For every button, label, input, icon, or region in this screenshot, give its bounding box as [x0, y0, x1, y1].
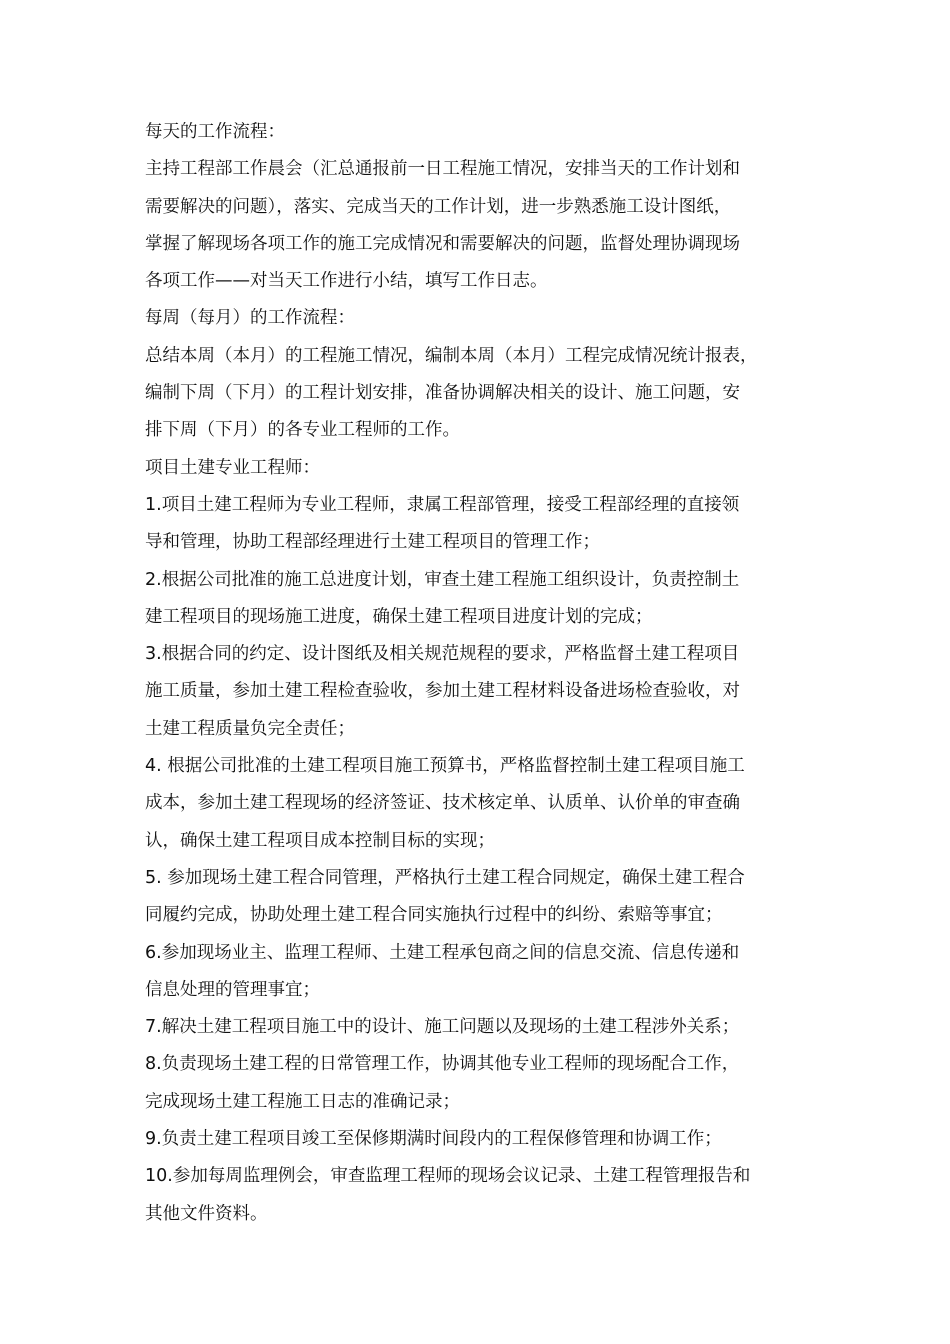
section-heading-daily: 每天的工作流程：	[145, 122, 285, 142]
list-item-9: 9.负责土建工程项目竣工至保修期满时间段内的工程保修管理和协调工作；	[145, 1129, 722, 1150]
list-item-10: 10.参加每周监理例会，审查监理工程师的现场会议记录、土建工程管理报告和	[145, 1166, 751, 1187]
text-line: 土建工程质量负完全责任；	[145, 718, 355, 739]
text-line: 编制下周（下月）的工程计划安排，准备协调解决相关的设计、施工问题，安	[145, 383, 740, 404]
text-line: 总结本周（本月）的工程施工情况，编制本周（本月）工程完成情况统计报表，	[145, 345, 758, 366]
text-line: 同履约完成，协助处理土建工程合同实施执行过程中的纠纷、索赔等事宜；	[145, 905, 723, 926]
text-line: 认，确保土建工程项目成本控制目标的实现；	[145, 830, 495, 851]
document-body	[145, 114, 810, 1233]
text-line: 需要解决的问题），落实、完成当天的工作计划，进一步熟悉施工设计图纸，	[145, 196, 732, 217]
list-item-4: 4. 根据公司批准的土建工程项目施工预算书，严格监督控制土建工程项目施工	[145, 756, 745, 777]
section-heading-civil-engineer: 项目土建专业工程师：	[145, 457, 320, 478]
text-line: 完成现场土建工程施工日志的准确记录；	[145, 1091, 460, 1112]
list-item-1: 1.项目土建工程师为专业工程师，隶属工程部管理，接受工程部经理的直接领	[145, 494, 740, 515]
text-line: 各项工作——对当天工作进行小结，填写工作日志。	[145, 271, 548, 292]
list-item-3: 3.根据合同的约定、设计图纸及相关规范规程的要求，严格监督土建工程项目	[145, 644, 740, 665]
text-line: 主持工程部工作晨会（汇总通报前一日工程施工情况，安排当天的工作计划和	[145, 159, 740, 180]
section-heading-weekly: 每周（每月）的工作流程：	[145, 308, 355, 329]
text-line: 掌握了解现场各项工作的施工完成情况和需要解决的问题，监督处理协调现场	[145, 233, 740, 254]
text-line: 导和管理，协助工程部经理进行土建工程项目的管理工作；	[145, 532, 600, 553]
list-item-6: 6.参加现场业主、监理工程师、土建工程承包商之间的信息交流、信息传递和	[145, 942, 740, 963]
list-item-5: 5. 参加现场土建工程合同管理，严格执行土建工程合同规定，确保土建工程合	[145, 867, 745, 888]
text-line: 施工质量，参加土建工程检查验收，参加土建工程材料设备进场检查验收，对	[145, 681, 740, 702]
list-item-2: 2.根据公司批准的施工总进度计划，审查土建工程施工组织设计，负责控制土	[145, 569, 740, 590]
text-line: 成本，参加土建工程现场的经济签证、技术核定单、认质单、认价单的审查确	[145, 793, 740, 814]
list-item-8: 8.负责现场土建工程的日常管理工作，协调其他专业工程师的现场配合工作，	[145, 1054, 740, 1075]
text-line: 其他文件资料。	[145, 1203, 268, 1224]
list-item-7: 7.解决土建工程项目施工中的设计、施工问题以及现场的土建工程涉外关系；	[145, 1017, 740, 1038]
text-line: 建工程项目的现场施工进度，确保土建工程项目进度计划的完成；	[145, 606, 653, 627]
text-line: 信息处理的管理事宜；	[145, 979, 320, 1000]
text-line: 排下周（下月）的各专业工程师的工作。	[145, 420, 460, 441]
